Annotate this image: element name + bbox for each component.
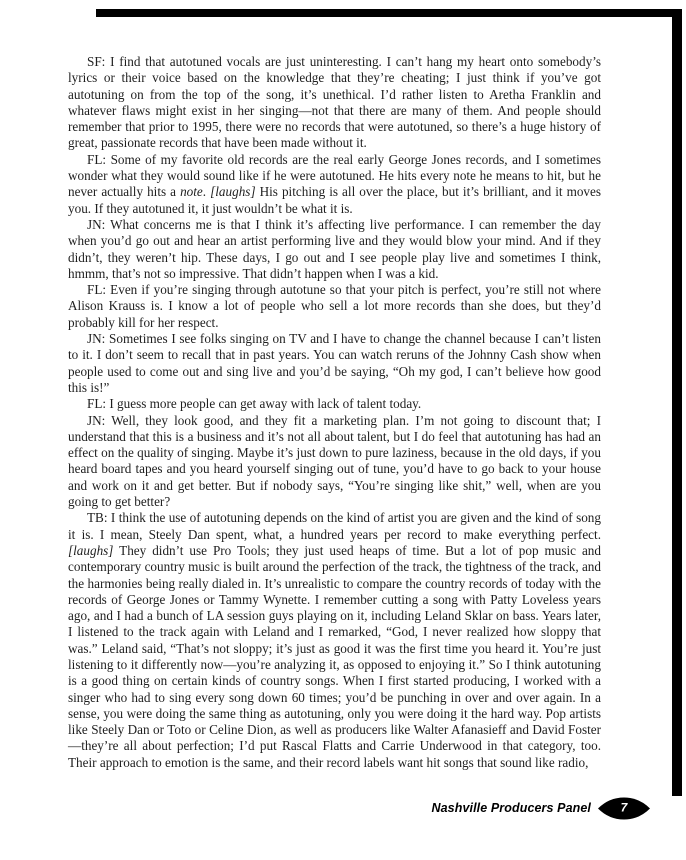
paragraph: FL: Some of my favorite old records are the real early George Jones records, and I sometimes wonder what they would sound like if he were autotuned. He hits every note he means to hit, but he never actually hits a note. [laughs] His pitching is all over the place, but it’s brilliant, and it moves you. If they autotuned it, it just wouldn’t be what it is.	[68, 151, 602, 216]
paragraph: JN: Sometimes I see folks singing on TV and I have to change the channel because I can’t listen to it. I don’t seem to recall that in past years. You can watch reruns of the Johnny Cash show when people used to come out and sing live and you’d be saying, “Oh my god, I can’t believe how good this is!”	[68, 331, 601, 395]
top-rule-bar	[96, 9, 682, 17]
page-number: 7	[620, 800, 628, 815]
paragraph: FL: Even if you’re singing through autotune so that your pitch is perfect, you’re still not where Alison Krauss is. I know a lot of people who sell a lot more records than she does, but they’d probably kill for her respect.	[68, 282, 601, 330]
right-rule-bar	[672, 9, 682, 796]
paragraph: FL: I guess more people can get away with lack of talent today.	[87, 396, 422, 412]
article-text	[68, 54, 601, 771]
page-footer	[0, 796, 650, 820]
footer-section-title: Nashville Producers Panel	[431, 801, 591, 815]
paragraph: TB: I think the use of autotuning depends on the kind of artist you are given and the kind of song it is. I mean, Steely Dan spent, what, a hundred years per record to make everything perfect. [laughs] They didn’t use Pro Tools; they just used heaps of time. But a lot of pop music and contemporary country music is built around the perfection of the track, the tightness of the track, and the harmonies being really dialed in. It’s unrealistic to compare the country records of today with the records of George Jones or Tammy Wynette. I remember cutting a song with Patty Loveless years ago, and I had a bunch of LA session guys playing on it, including Leland Sklar on bass. Years later, I listened to the track again with Leland and I remarked, “God, I never realized how sloppy that was.” Leland said, “That’s not sloppy; it’s just as good it was the first time you heard it. You’re just listening to it differently now—you’re analyzing it, as opposed to enjoying it.” So I think autotuning is a good thing on certain kinds of country songs. When I first started producing, I worked with a singer who had to sing every song down 60 times; you’d be punching in over and over again. In a sense, you were doing the same thing as autotuning, only you were doing it the hard way. Pop artists like Steely Dan or Toto or Celine Dion, as well as producers like Walter Afanasieff and David Foster—they’re all about perfection; I’d put Rascal Flatts and Carrie Underwood in that category, too. Their approach to emotion is the same, and their record labels want hit songs that sound like radio,	[68, 510, 601, 770]
paragraph: SF: I find that autotuned vocals are just uninteresting. I can’t hang my heart onto somebody’s lyrics or their voice based on the knowledge that they’re cheating; I just think if you’ve got autotuning on from the top of the song, it’s unethical. I’d rather listen to Aretha Franklin and whatever flaws might exist in her singing—not that there are many of them. And people should remember that prior to 1995, there were no records that were autotuned, so there’s a huge history of great, passionate records that have been made without it.	[68, 54, 601, 151]
paragraph: JN: Well, they look good, and they fit a marketing plan. I’m not going to discount that; I understand that this is a business and it’s not all about talent, but I do feel that autotuning has had an effect on the quality of singing. Maybe it’s just down to pure laziness, because in the old days, if you heard board tapes and you heard yourself singing out of tune, you’d have to go back to your house and work on it and get better. But if nobody says, “You’re singing like shit,” well, when are you going to get better?	[68, 412, 601, 510]
page-number-badge	[598, 797, 650, 820]
paragraph: JN: What concerns me is that I think it’s affecting live performance. I can remember the day when you’d go out and hear an artist performing live and they would blow your mind. And if they didn’t, they weren’t hip. These days, I go out and I see people play live and sometimes I think, hmmm, that’s not so impressive. That didn’t happen when I was a kid.	[68, 216, 601, 281]
